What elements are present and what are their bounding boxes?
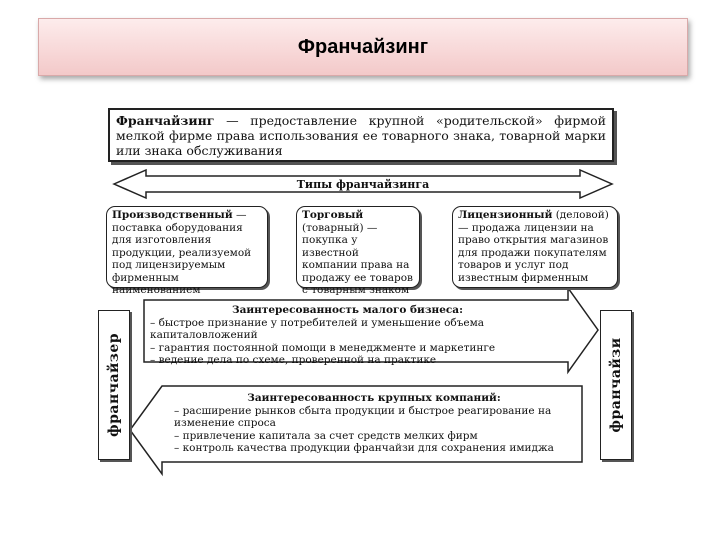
- franchisee-label: франчайзи: [608, 337, 624, 433]
- list-item: – гарантия постоянной помощи в менеджменте и маркетинге: [150, 341, 496, 354]
- franchiser-label: франчайзер: [106, 332, 122, 438]
- type-production: [106, 206, 268, 296]
- large-companies-text: [174, 392, 574, 455]
- definition-term: Франчайзинг: [116, 113, 215, 128]
- small-business-text: [150, 304, 545, 367]
- type-trade: [296, 206, 420, 296]
- type-trade-name: Торговый: [302, 209, 364, 221]
- types-label: Типы франчайзинга: [296, 178, 430, 191]
- type-production-name: Производственный: [112, 209, 233, 221]
- list-item: – контроль качества продукции франчайзи для сохранения имиджа: [174, 442, 554, 454]
- list-item: – ведение дела по схеме, проверенной на практике: [150, 354, 437, 366]
- page-title: Франчайзинг: [297, 35, 429, 58]
- type-license-name: Лицензионный: [458, 209, 553, 221]
- list-item: – быстрое признание у потребителей и уменьшение объема капиталовложений: [150, 316, 485, 341]
- franchisee-panel: [600, 310, 632, 460]
- type-license-text: (деловой) — продажа лицензии на право открытия магазинов для продажи покупателям товаров и услуг под известным фирменным: [458, 209, 609, 284]
- type-license: [452, 206, 618, 288]
- list-item: – расширение рынков сбыта продукции и быстрое реагирование на изменение спроса: [174, 404, 552, 429]
- franchiser-panel: [98, 310, 130, 460]
- type-trade-text: (товарный) — покупка у известной компании права на продажу ее товаров с товарным знаком: [302, 221, 413, 296]
- list-item: – привлечение капитала за счет средств мелких фирм: [174, 429, 478, 442]
- large-companies-heading: Заинтересованность крупных компаний:: [247, 392, 501, 404]
- type-production-text: — поставка оборудования для изготовления продукции, реализуемой под лицензируемым фирменным наименованием: [112, 209, 252, 296]
- small-business-heading: Заинтересованность малого бизнеса:: [232, 304, 463, 316]
- definition-text: — предоставление крупной «родительской» фирмой мелкой фирме права использования ее товарного знака, товарной марки или знака обслуживания: [116, 113, 606, 158]
